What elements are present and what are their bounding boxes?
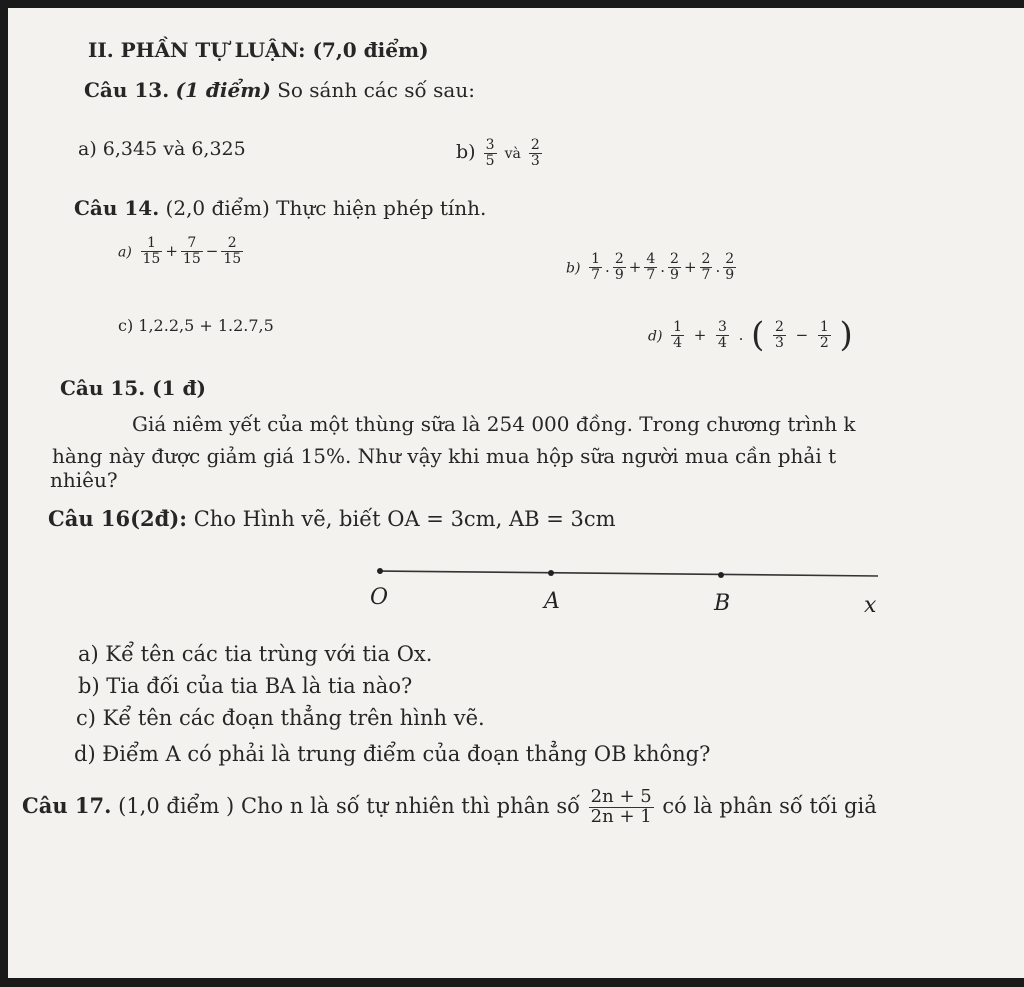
fraction: $\frac{2}{9}$ [725,251,735,283]
ray-ox-line [378,571,878,576]
q13-prompt: So sánh các số sau: [277,78,475,102]
q16-prompt: Cho Hình vẽ, biết OA = 3cm, AB = 3cm [193,507,616,531]
fraction: $\frac{2n + 5}{2n + 1}$ [590,786,652,827]
exam-paper [8,8,1024,978]
q14-a-expression [139,235,246,267]
operator: . [605,257,610,276]
q13-a: a) 6,345 và 6,325 [78,138,246,160]
q15-line2: hàng này được giảm giá 15%. Như vậy khi mua hộp sữa người mua cần phải t [52,444,837,468]
q15-label: Câu 15. (1 đ) [60,376,206,400]
q13-b [456,138,544,168]
ray-figure [370,568,898,618]
fraction: $\frac{3}{4}$ [718,318,727,351]
fraction: $\frac{1}{4}$ [673,318,683,351]
operator: + [628,257,642,276]
q17-suffix: có là phân số tối giả [662,793,877,818]
q17-prompt: Cho n là số tự nhiên thì phân số [240,793,580,818]
q13-b-and: và [504,146,521,163]
q16-item-d: d) Điểm A có phải là trung điểm của đoạn thẳng OB không? [74,742,711,766]
section-title: II. PHẦN TỰ LUẬN: (7,0 điểm) [88,38,429,62]
q16-item-c: c) Kể tên các đoạn thẳng trên hình vẽ. [76,706,485,730]
fraction: $\frac{3}{5}$ [485,137,495,169]
point-a-dot [548,570,554,576]
q14-a [118,236,245,266]
q13-label: Câu 13. [84,78,170,102]
q14-label: Câu 14. [74,196,160,220]
q14-b-expression [587,251,738,283]
q17-line [22,788,877,827]
q16-item-a: a) Kể tên các tia trùng với tia Ox. [78,642,433,666]
operator: + [683,257,697,276]
fraction: $\frac{2}{3}$ [775,318,784,351]
operator: . [715,257,721,276]
q14-a-label: a) [118,244,132,261]
q14-prompt: Thực hiện phép tính. [276,196,487,220]
q13-b-label: b) [456,141,476,164]
q14-line [74,198,486,218]
fraction: $\frac{2}{3}$ [530,137,540,169]
q14-b-label: b) [566,260,581,277]
fraction: $\frac{1}{2}$ [819,318,829,351]
q17-label: Câu 17. [22,792,112,818]
fraction: $\frac{7}{15}$ [182,235,201,267]
q16-item-b: b) Tia đối của tia BA là tia nào? [78,674,413,698]
operator: . [660,257,666,276]
operator: + [165,241,178,260]
q15-line1: Giá niêm yết của một thùng sữa là 254 000 đồng. Trong chương trình k [132,412,856,436]
label-b: B [714,591,731,616]
fraction: $\frac{2}{7}$ [701,251,711,283]
q13-points: (1 điểm) [175,78,271,102]
operator: − [795,325,809,344]
q16-line [48,508,616,530]
paren-open: ( [751,315,765,355]
label-x: x [864,593,877,618]
q15-line3: nhiêu? [50,468,118,492]
fraction: $\frac{1}{15}$ [142,235,161,267]
q14-c: c) 1,2.2,5 + 1.2.7,5 [118,316,274,335]
operator: . [738,325,744,344]
label-o: O [370,585,389,610]
q16-label: Câu 16(2đ): [48,506,188,531]
operator: − [205,241,219,260]
operator: + [693,325,707,344]
fraction: $\frac{2}{9}$ [670,251,679,283]
q14-b [566,252,738,282]
fraction: $\frac{4}{7}$ [646,251,656,283]
fraction: $\frac{2}{15}$ [223,235,242,267]
q13-line [84,80,475,100]
paren-close: ) [839,315,853,355]
fraction: $\frac{2}{9}$ [614,251,624,283]
q14-points: (2,0 điểm) [165,196,270,220]
q14-d [648,315,853,355]
q14-d-label: d) [648,328,663,345]
label-a: A [544,589,560,614]
point-b-dot [718,572,724,578]
point-o-dot [377,568,383,574]
fraction: $\frac{1}{7}$ [591,251,601,283]
q17-points: (1,0 điểm ) [118,793,235,818]
